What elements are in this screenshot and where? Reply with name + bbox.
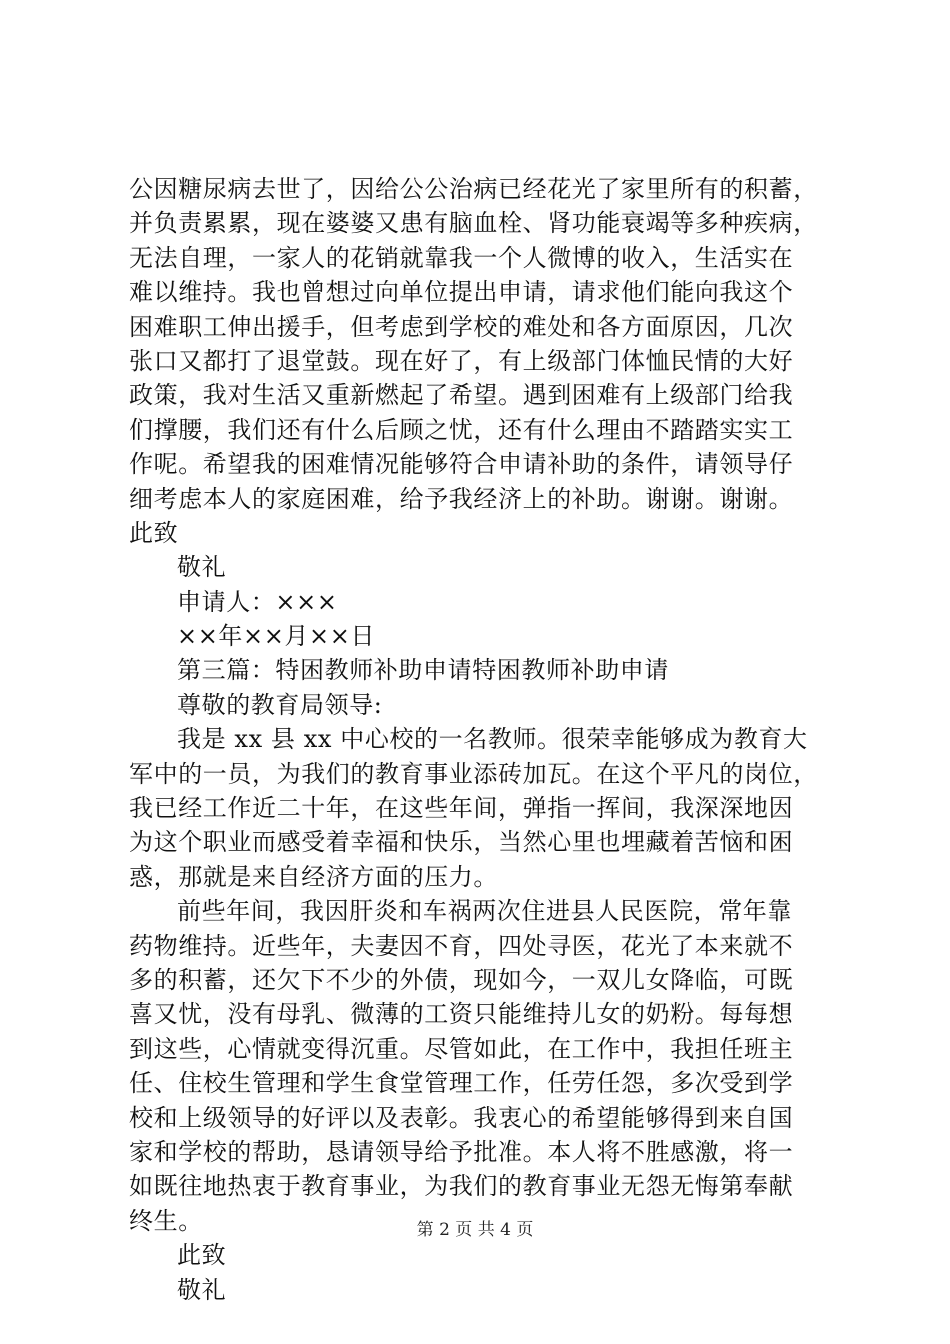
document-body	[129, 172, 829, 1307]
text-line: 我是 xx 县 xx 中心校的一名教师。很荣幸能够成为教育大	[177, 725, 808, 754]
text-line: 终生。	[129, 1206, 203, 1235]
closing-salutation: 此致	[177, 1241, 227, 1270]
text-line: 细考虑本人的家庭困难，给予我经济上的补助。谢谢。谢谢。	[129, 484, 794, 513]
text-line: 政策，我对生活又重新燃起了希望。遇到困难有上级部门给我	[129, 381, 794, 410]
text-line: 到这些，心情就变得沉重。尽管如此，在工作中，我担任班主	[129, 1034, 794, 1063]
text-line: 军中的一员，为我们的教育事业添砖加瓦。在这个平凡的岗位，	[129, 759, 818, 788]
text-line: 并负责累累，现在婆婆又患有脑血栓、肾功能衰竭等多种疾病，	[129, 209, 818, 238]
text-line: 公因糖尿病去世了，因给公公治病已经花光了家里所有的积蓄，	[129, 175, 818, 203]
text-line: 我已经工作近二十年，在这些年间，弹指一挥间，我深深地因	[129, 794, 794, 823]
text-line: 难以维持。我也曾想过向单位提出申请，请求他们能向我这个	[129, 278, 794, 307]
closing-salutation: 此致	[129, 518, 179, 547]
text-line: 如既往地热衷于教育事业，为我们的教育事业无怨无悔第奉献	[129, 1172, 794, 1201]
text-line: 校和上级领导的好评以及表彰。我衷心的希望能够得到来自国	[129, 1103, 794, 1132]
text-line: 无法自理，一家人的花销就靠我一个人微博的收入，生活实在	[129, 243, 794, 272]
text-line: 惑，那就是来自经济方面的压力。	[129, 862, 498, 891]
closing-regards: 敬礼	[177, 1275, 227, 1304]
text-line: 前些年间，我因肝炎和车祸两次住进县人民医院，常年靠	[177, 897, 792, 926]
section-heading: 第三篇：特困教师补助申请特困教师补助申请	[177, 656, 669, 685]
text-line: 们撑腰，我们还有什么后顾之忧，还有什么理由不踏踏实实工	[129, 415, 794, 444]
page-number-footer: 第 2 页 共 4 页	[416, 1220, 534, 1240]
text-line: 家和学校的帮助，恳请领导给予批准。本人将不胜感激，将一	[129, 1137, 794, 1166]
text-line: 任、住校生管理和学生食堂管理工作，任劳任怨，多次受到学	[129, 1069, 794, 1098]
text-line: 为这个职业而感受着幸福和快乐，当然心里也埋藏着苦恼和困	[129, 828, 794, 857]
text-line: 张口又都打了退堂鼓。现在好了，有上级部门体恤民情的大好	[129, 346, 794, 375]
text-line: 困难职工伸出援手，但考虑到学校的难处和各方面原因，几次	[129, 312, 794, 341]
text-line: 多的积蓄，还欠下不少的外债，现如今，一双儿女降临，可既	[129, 965, 794, 994]
text-line: 喜又忧，没有母乳、微薄的工资只能维持儿女的奶粉。每每想	[129, 1000, 794, 1029]
letter-greeting: 尊敬的教育局领导:	[177, 690, 383, 719]
applicant-signature: 申请人：×××	[177, 587, 338, 616]
letter-date: ××年××月××日	[177, 622, 376, 651]
text-line: 药物维持。近些年，夫妻因不育，四处寻医，花光了本来就不	[129, 931, 794, 960]
text-line: 作呢。希望我的困难情况能够符合申请补助的条件，请领导仔	[129, 450, 794, 479]
closing-regards: 敬礼	[177, 553, 227, 582]
